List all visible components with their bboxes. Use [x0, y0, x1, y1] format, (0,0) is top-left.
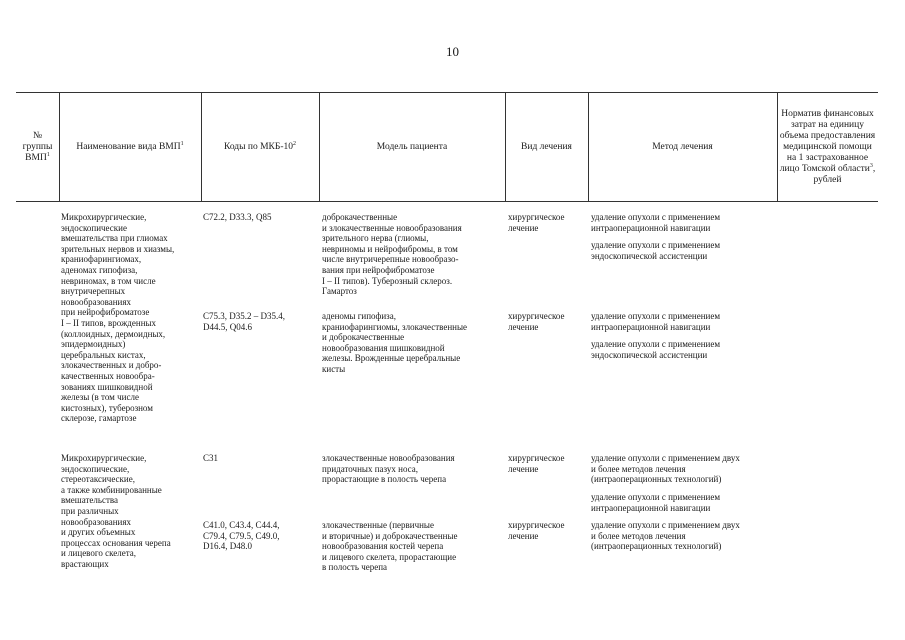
row-2-sub-2-method-1: удаление опухоли с применением двух и более методов лечения (интраоперационных технологий) — [591, 520, 740, 552]
row-2-name: Микрохирургические, эндоскопические, стереотаксические, а также комбинированные вмешательства при различных новообразованиях и других объемных процессах основания черепа и лицевого скелета, врастающих — [61, 453, 171, 569]
row-1-sub-2-method-1: удаление опухоли с применением интраоперационной навигации — [591, 311, 721, 332]
row-1-sub-1-method-2: удаление опухоли с применением эндоскопической ассистенции — [591, 240, 721, 261]
row-2-sub-2-codes: C41.0, C43.4, C44.4, C79.4, C79.5, C49.0, D16.4, D48.0 — [203, 520, 280, 552]
page-number: 10 — [446, 44, 459, 59]
row-2-sub-1-method-2: удаление опухоли с применением интраоперационной навигации — [591, 492, 721, 513]
row-1-sub-2-method-2: удаление опухоли с применением эндоскопической ассистенции — [591, 339, 721, 360]
row-2-sub-1-treatment: хирургическое лечение — [508, 453, 565, 474]
row-2-sub-1-codes: C31 — [203, 453, 219, 463]
row-1-sub-1-method-1: удаление опухоли с применением интраоперационной навигации — [591, 212, 721, 233]
row-1-sub-1-model: доброкачественные и злокачественные новообразования зрительного нерва (глиомы, невриномы и нейрофибромы, в том числе внутричерепные новообразо- вания при нейрофиброматозе I – II типов). Туберозный склероз. Гамартоз — [322, 212, 462, 297]
table-header — [16, 92, 878, 202]
header-method: Метод лечения — [652, 141, 713, 152]
row-2-sub-1-model: злокачественные новообразования придаточных пазух носа, прорастающие в полость черепа — [322, 453, 455, 485]
row-2-sub-2-treatment: хирургическое лечение — [508, 520, 565, 541]
header-norm: Норматив финансовых затрат на единицу объема предоставления медицинской помощи на 1 застрахованное лицо Томской области$^3$, рублей — [779, 108, 876, 185]
header-name: Наименование вида ВМП$^1$ — [76, 140, 184, 152]
row-1-sub-2-treatment: хирургическое лечение — [508, 311, 565, 332]
row-1-sub-1-treatment: хирургическое лечение — [508, 212, 565, 233]
row-1-sub-2-model: аденомы гипофиза, краниофарингиомы, злокачественные и доброкачественные новообразования шишковидной железы. Врожденные церебральные кисты — [322, 311, 467, 374]
row-1-sub-1-codes: C72.2, D33.3, Q85 — [203, 212, 272, 222]
header-model: Модель пациента — [376, 141, 448, 152]
header-group-no: № группы ВМП$^1$ — [22, 130, 53, 163]
header-codes: Коды по МКБ-$10^2$ — [223, 140, 297, 152]
row-2-sub-2-model: злокачественные (первичные и вторичные) и доброкачественные новообразования костей черепа и лицевого скелета, прорастающие в полость черепа — [322, 520, 458, 573]
header-treatment-type: Вид лечения — [521, 141, 572, 152]
row-1-name: Микрохирургические, эндоскопические вмешательства при глиомах зрительных нервов и хиазмы, краниофарингиомах, аденомах гипофиза, невриномах, в том числе внутричерепных новообразованиях при нейрофиброматозе I – II типов, врожденных (коллоидных, дермоидных, эпидермоидных) церебральных кистах, злокачественных и добро- качественных новообра- зованиях шишковидной железы (в том числе кистозных), туберозном склерозе, гамартозе — [61, 212, 175, 424]
row-1-sub-2-codes: C75.3, D35.2 – D35.4, D44.5, Q04.6 — [203, 311, 286, 332]
row-2-sub-1-method-1: удаление опухоли с применением двух и более методов лечения (интраоперационных технологий) — [591, 453, 740, 485]
